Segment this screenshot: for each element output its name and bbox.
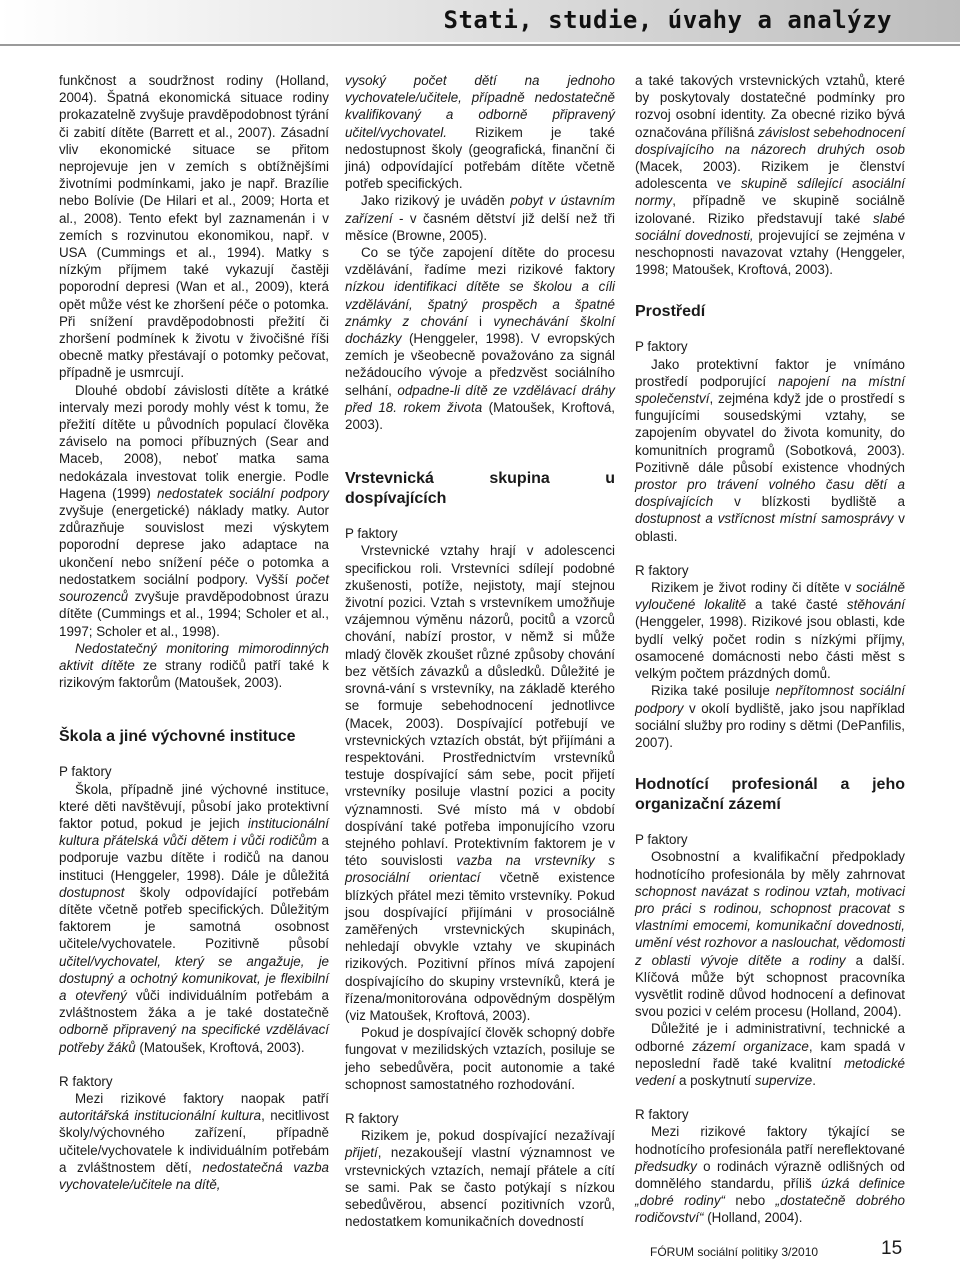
emphasis: nedostatek sociální podpory	[157, 485, 329, 501]
text: , necitlivost školy/výchovného zařízení, případně učitele/vychovatele k individuálním potřebám a zvláštnostem dětí,	[59, 1108, 330, 1175]
emphasis: počet sourozenců	[59, 571, 329, 605]
text: včetně existence blízkých přátel mezi těmito vrstevníky. Pokud jsou dospívající přijímáni v prosociálně zaměřených vrstevnických skupinách, nehledají obvykle vztahy ve skupinách rizikových. Pozitivní přínos mívá zapojení dospívajícího do skupiny vrstevníků, která je řízena/monitorována odpovědným dospělým (viz Matoušek, Kroftová, 2003).	[345, 870, 615, 1023]
text: příliš	[711, 124, 740, 140]
paragraph	[59, 781, 329, 1056]
emphasis: odpadne-li dítě ze vzdělávací dráhy před 18. rokem života	[345, 382, 615, 415]
emphasis: učitel/vychovatel, který se angažuje, je dostupný a ochotný komunikovat, je flexibilní a otevřený	[59, 953, 329, 1003]
text: projevující se zejména v neschopnosti navazovat vztahy (Henggeler, 1998; Matoušek, Kroftová, 2003).	[635, 227, 905, 278]
text: Mezi rizikové faktory naopak patří	[75, 1090, 329, 1106]
emphasis: napojení na místní společenství	[635, 373, 905, 407]
emphasis: supervize	[754, 1072, 813, 1088]
emphasis: přijetí	[345, 1145, 378, 1161]
emphasis: nepřítomnost sociální podpory	[635, 683, 905, 716]
paragraph	[345, 1127, 615, 1230]
text: školy odpovídající potřebám dítěte včetně potřeb specifických. Důležitým faktorem je samotná osobnost učitele/vychovatele. Pozitivně působí	[59, 884, 329, 952]
section-heading: Hodnotící profesionál a jeho organizační zázemí	[635, 776, 905, 814]
section-title: Stati, studie, úvahy a analýzy	[443, 6, 892, 34]
text: Co se týče zapojení dítěte do procesu vzdělávání, řadíme mezi rizikové faktory	[345, 245, 615, 278]
section-heading: Vrstevnická skupina u dospívajících	[345, 470, 615, 508]
emphasis: odborně připravený na specifické vzdělávací potřeby žáků	[59, 1022, 329, 1055]
text: , kam spadá v neposlední řadě také kvalitní	[635, 1038, 905, 1071]
text: Důležité je i administrativní, technické a odborné	[635, 1021, 905, 1054]
emphasis: slabé sociální dovednosti,	[635, 210, 905, 243]
section-heading: Škola a jiné výchovné instituce	[59, 728, 296, 746]
emphasis: předsudky	[635, 1158, 697, 1174]
text: Škola, případně jiné výchovné instituce, které děti navštěvují, působí jako protektivní faktor potud, pokud je jejich	[59, 781, 329, 831]
text: Osobnostní a kvalifikační předpoklady hodnotícího profesionála by měly zahrnovat	[635, 849, 905, 882]
text: , zejména když jde o prostředí s fungujícími sousedskými vztahy, se zapojením obyvatel do života komunity, do komunitních programů (Sobotková, 2003). Pozitivně dále působí existence vhodných	[635, 391, 905, 475]
text: Jako rizikový je uváděn	[361, 193, 511, 209]
emphasis: stěhování	[846, 597, 905, 613]
emphasis: „dostatečně dobrého rodičovství“	[635, 1193, 905, 1226]
text: ná	[739, 124, 759, 140]
emphasis: zázemí organizace	[692, 1038, 809, 1054]
text: .	[812, 1072, 816, 1088]
subheading-r-factors: R faktory	[345, 1110, 399, 1126]
paragraph	[635, 356, 905, 545]
text: nebo	[725, 1193, 776, 1209]
paragraph	[59, 1090, 329, 1193]
emphasis: nedostatečná vazba vychovatele/učitele na dítě,	[59, 1159, 329, 1192]
text: v oblasti.	[635, 511, 905, 544]
text: Jako protektivní faktor je vnímáno prostředí podporující	[635, 356, 905, 389]
text-column-1	[59, 72, 329, 1193]
emphasis: pobyt v ústavním zařízení	[345, 193, 615, 226]
text: vůči individuálním potřebám a zvláštnostem žáka a je také dostatečně	[59, 987, 329, 1021]
text: a podporuje vazbu dítěte i rodičů na danou instituci (Henggeler, 1998). Dále je důležitá	[59, 833, 329, 883]
paragraph	[345, 192, 615, 244]
paragraph	[635, 682, 905, 751]
text: zvyšuje (energetické) náklady matky. Autor zdůrazňuje souvislost mezi výskytem poporodní deprese jako adaptace na ukončení nebo snížení péče o potomka a nedostatkem sociální podpory. Vyšší	[59, 503, 329, 587]
emphasis: sociálně vyloučené lokalitě	[635, 580, 905, 613]
subheading-p-factors: P faktory	[635, 832, 688, 848]
emphasis: prostor pro trávení volného času dětí a dospívajících	[635, 477, 905, 510]
emphasis: autoritářská institucionální kultura	[59, 1108, 262, 1124]
emphasis: institucionální kultura přátelská vůči dětem i vůči rodičům	[59, 815, 329, 849]
paragraph	[635, 72, 905, 278]
subheading-r-factors: R faktory	[635, 1107, 689, 1123]
emphasis: metodické vedení	[635, 1055, 905, 1088]
text: a také časté	[746, 597, 847, 613]
emphasis: vynechávání školní docházky	[345, 313, 615, 347]
paragraph	[345, 244, 615, 433]
text: Rizikem je život rodiny či dítěte v	[651, 580, 856, 596]
text: , nezakoušejí vlastní významnost ve vrstevnických vztazích, nemají přátele a cítí se sami. Pak se často potýkají s nízkou sebedůvěrou, absencí pozitivních vzorů, nedostatkem komunikačních dovedností	[345, 1145, 615, 1230]
emphasis: dostupnost a vstřícnost místní samosprávy	[635, 511, 894, 527]
paragraph	[635, 579, 905, 682]
emphasis: závislost sebehodnocení dospívajícího na názorech druhých osob	[635, 124, 906, 157]
text: v okolí bydliště, jako jsou například sociální služby pro rodiny s dětmi (DePanfilis, 2007).	[635, 700, 905, 750]
text: zvyšuje pravděpodobnost úrazu dítěte (Cummings et al., 1994; Scholer et al., 1997; Scholer et al., 1998).	[59, 589, 329, 639]
header-divider	[0, 44, 960, 46]
text: a další. Klíčová může být schopnost pracovníka vysvětlit rodině důvod hodnocení a definovat svou pozici v celém procesu (Holland, 2004).	[635, 952, 905, 1020]
text: a poskytnutí	[675, 1072, 755, 1088]
text: Pokud je dospívající člověk schopný dobře fungovat v mezilidských vztazích, posiluje se jeho sebedůvěra, pocit autonomie a také schopnost samostatného rozhodování.	[345, 1025, 615, 1092]
text: - v časném dětství již delší než tři měsíce (Browne, 2005).	[345, 210, 615, 243]
emphasis: úzká definice „dobré rodiny“	[635, 1175, 905, 1209]
text: ze strany rodičů patří také k rizikovým faktorům (Matoušek, 2003).	[59, 657, 330, 691]
emphasis: Nedostatečný monitoring mimorodinných aktivit dítěte	[59, 640, 329, 673]
text: Vrstevnické vztahy hrají v adolescenci specifickou roli. Vrstevníci sdílejí podobné zkušenosti, potíže, nejistoty, mají stejnou životní pozici. Vztah s vrstevníkem umožňuje vzájemnou výměnu názorů, pocitů a vzorců chování, nabízí prostor, v němž si může mladý člověk zkoušet různé způsoby chování bez větších závazků a důsledků. Důležité je srovná-vání s vrstevníky, na základě kterého se formuje sebehodnocení jednotlivce (Macek, 2003). Dospívající potřebují ve vrstevnických vztazích obstát, být přijímáni a respektováni. Prostřednictvím vrstevníků testuje dospívající sám sebe, pocit přijetí vrstevníky posiluje vlastní pozici a pocity významnosti. Své místo má v období dospívání také potřeba imponujícího vzoru stejného pohlaví. Protektivním faktorem je v této souvislosti	[345, 543, 615, 869]
text: i	[467, 313, 494, 329]
text: Dlouhé období závislosti dítěte a krátké intervaly mezi porody mohly vést k tomu, že přežití dítěte u původních populací člověka záviselo na pomoci příbuzných (Sear and Maceb, 2008), neboť matka sama nedokázala investovat tolik energie. Podle Hagena (1999)	[59, 382, 329, 501]
paragraph	[635, 1123, 905, 1226]
subheading-r-factors: R faktory	[635, 562, 689, 578]
text: (Matoušek, Kroftová, 2003).	[135, 1039, 305, 1055]
paragraph	[59, 640, 329, 692]
section-heading: Prostředí	[635, 303, 706, 321]
emphasis: skupině sdílející asociální normy	[635, 176, 905, 209]
text: Mezi rizikové faktory týkající se hodnotícího profesionála patří nereflektované	[635, 1124, 905, 1157]
text: (Henggeler, 1998). V evropských zemích je všeobecně považováno za signál nežádoucího vývoje a předzvěst sociálního selhání,	[345, 331, 615, 398]
emphasis: vysoký počet dětí na jednoho vychovatele/učitele, případně nedostatečně kvalifikovaný a odborně připravený učitel/vychovatel.	[345, 73, 615, 140]
page-number: 15	[881, 1238, 903, 1259]
subheading-r-factors: R faktory	[59, 1073, 113, 1089]
emphasis: nízkou identifikaci dítěte se školou a cíli vzdělávání, špatný prospěch a špatné známky z chování	[345, 279, 615, 329]
paragraph	[59, 382, 329, 640]
paragraph	[345, 542, 615, 1024]
text: (Holland, 2004).	[703, 1210, 803, 1226]
paragraph	[59, 72, 329, 382]
paragraph	[345, 1024, 615, 1093]
text: (Matoušek, Kroftová, 2003).	[345, 399, 616, 433]
text-column-3	[635, 72, 905, 1227]
paragraph	[345, 72, 615, 192]
emphasis: schopnost navázat s rodinou vztah, motivaci pro práci s rodinou, schopnost pracovat s vlastními emocemi, komunikační dovednosti, umění vést rozhovor a naslouchat, vědomosti z oblasti vývoje dítěte a rodiny	[635, 883, 905, 968]
journal-name: FÓRUM sociální politiky 3/2010	[650, 1245, 819, 1259]
text-column-2	[345, 72, 615, 1230]
emphasis: vazba na vrstevníky s prosociální orientací	[345, 853, 615, 886]
subheading-p-factors: P faktory	[59, 764, 112, 780]
text: Rizikem je, pokud dospívající nezažívají	[361, 1128, 615, 1144]
text: , případně ve skupině sociálně izolované. Riziko představují také	[635, 193, 905, 226]
emphasis: dostupnost	[59, 884, 125, 900]
text: o rodinách výrazně odlišných od domnělého standardu, příliš	[635, 1158, 905, 1191]
paragraph	[635, 848, 905, 1020]
text: Rizika také posiluje	[651, 683, 776, 699]
text: (Macek, 2003). Rizikem je členství adolescenta ve	[635, 159, 905, 192]
subheading-p-factors: P faktory	[345, 526, 398, 542]
subheading-p-factors: P faktory	[635, 339, 688, 355]
text: Rizikem je také nedostupnost školy (geografická, finanční či jiná) odpovídající potřebám dítěte včetně potřeb specifických.	[345, 124, 615, 192]
text: (Henggeler, 1998). Rizikové jsou oblasti, kde bydlí velký počet rodin s nízkými příjmy, osamocené domácnosti nebo části měst s velkým počtem prázdných domů.	[635, 614, 905, 682]
paragraph	[635, 1020, 905, 1089]
text: funkčnost a soudržnost rodiny (Holland, 2004). Špatná ekonomická situace rodiny prokazatelně zvyšuje pravděpodobnost týrání či zabití dítěte (Barrett et al., 2007). Zásadní vliv ekonomické situace se přitom neprojevuje jen v zemích s obtížnějšími životními podmínkami, jako je např. Brazílie nebo Bolívie (De Hilari et al., 2009; Horta et al., 2008). Tento efekt byl zaznamenán i v zemích s rozvinutou ekonomikou, např. v USA (Cummings et al., 1994). Matky s nízkým příjmem také vykazují častěji poporodní depresi (Wan et al., 2009), která opět může vést ke zhoršení péče o potomka. Při snížení pravděpodobnosti přežití či zhoršení podmínek k životu v živočišné říši obecně matky přestávají o potomky pečovat, případně je usmrcují.	[59, 73, 329, 381]
text: v blízkosti bydliště a	[713, 494, 905, 510]
text: a také takových vrstevnických vztahů, které by poskytovaly dostatečné podmínky pro rozvoj osobní identity. Za obecné riziko bývá označována	[635, 73, 905, 140]
